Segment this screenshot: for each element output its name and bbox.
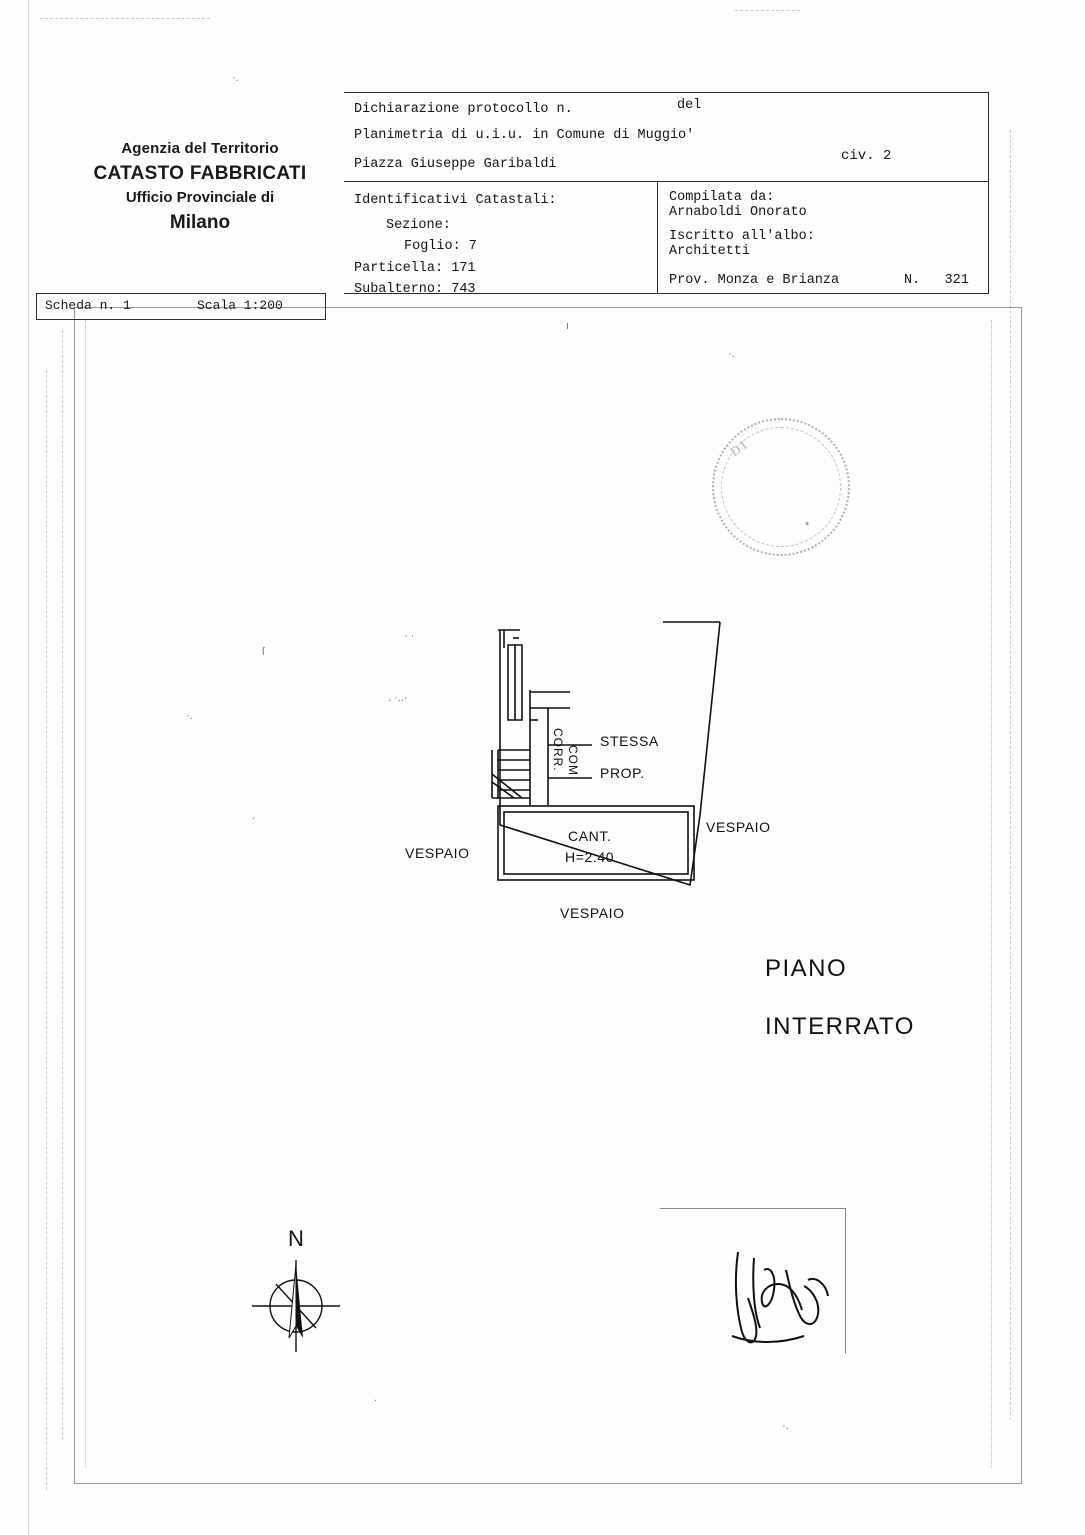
- cadastral-subalterno: Subalterno: 743: [354, 282, 476, 297]
- floor-label-line2: INTERRATO: [765, 1013, 915, 1040]
- scan-speck-g: ·.: [186, 710, 193, 722]
- scan-speck-d: · ·: [404, 630, 415, 642]
- north-letter: N: [288, 1226, 304, 1251]
- scan-dash-top: [40, 18, 210, 19]
- scheda-box: [36, 293, 326, 320]
- scan-speck-c: ı: [566, 320, 570, 332]
- address-line: Piazza Giuseppe Garibaldi: [354, 157, 557, 172]
- stamp-dot-mark: *: [805, 520, 810, 532]
- label-vespaio-left: VESPAIO: [405, 845, 470, 861]
- compiled-by-name: Arnaboldi Onorato: [669, 205, 807, 220]
- scan-speck-f: ſ: [262, 646, 265, 658]
- header-rule-vertical: [657, 181, 658, 293]
- agency-register: CATASTO FABBRICATI: [93, 162, 307, 184]
- label-height: H=2.40: [565, 849, 615, 865]
- stamp-text: DI: [727, 435, 752, 460]
- scan-dash-vert-c: [62, 330, 63, 1440]
- label-vespaio-bottom: VESPAIO: [560, 905, 625, 921]
- scan-speck-b: ·.: [728, 348, 735, 360]
- cadastral-sezione: Sezione:: [386, 218, 451, 233]
- scan-dash-top-right: [735, 10, 800, 11]
- scan-speck-j: ·.: [782, 1420, 789, 1432]
- scan-dash-vert-a: [46, 370, 47, 1490]
- planimetry-line: Planimetria di u.i.u. in Comune di Muggio': [354, 128, 695, 143]
- declaration-del-label: del: [677, 98, 702, 113]
- floor-label-line1: PIANO: [765, 955, 848, 982]
- label-cantina: CANT.: [568, 828, 612, 844]
- register-number-value: 321: [944, 273, 969, 288]
- registered-value: Architetti: [669, 244, 751, 259]
- label-stessa: STESSA: [600, 733, 659, 749]
- declaration-label: Dichiarazione protocollo n.: [354, 102, 573, 117]
- signature: [720, 1240, 850, 1350]
- scheda-scale: Scala 1:200: [197, 298, 283, 313]
- header-rule-mid: [344, 181, 989, 182]
- cadastral-foglio: Foglio: 7: [404, 239, 477, 254]
- north-arrow: [246, 1226, 346, 1356]
- label-vespaio-right: VESPAIO: [706, 819, 771, 835]
- registered-label: Iscritto all'albo:: [669, 229, 815, 244]
- agency-office: Ufficio Provinciale di: [125, 189, 275, 207]
- cadastral-particella: Particella: 171: [354, 261, 476, 276]
- scan-speck-a: ·.: [232, 72, 239, 84]
- official-stamp: [712, 418, 850, 556]
- label-prop: PROP.: [600, 765, 645, 781]
- header-rule-top: [344, 92, 989, 93]
- agency-name: Agenzia del Territorio: [121, 140, 279, 157]
- register-number-label: N.: [904, 273, 921, 288]
- scan-speck-h: .: [252, 810, 256, 822]
- cadastral-title: Identificativi Catastali:: [354, 193, 557, 208]
- civic-number: civ. 2: [841, 148, 892, 164]
- compiled-by-label: Compilata da:: [669, 190, 775, 205]
- scan-edge-left: [28, 0, 29, 1535]
- scheda-number: Scheda n. 1: [45, 298, 131, 313]
- header-table: [344, 92, 989, 297]
- agency-block: [60, 138, 340, 237]
- scan-speck-e: . ·..·: [388, 692, 408, 704]
- register-number: [904, 273, 969, 288]
- province-value: Prov. Monza e Brianza: [669, 273, 840, 288]
- scan-speck-i: .: [374, 1392, 378, 1404]
- agency-city: Milano: [169, 212, 231, 234]
- label-corridor: CORR.: [551, 728, 565, 772]
- label-corridor-common: COM.: [566, 745, 580, 781]
- header-rule-right: [988, 92, 989, 294]
